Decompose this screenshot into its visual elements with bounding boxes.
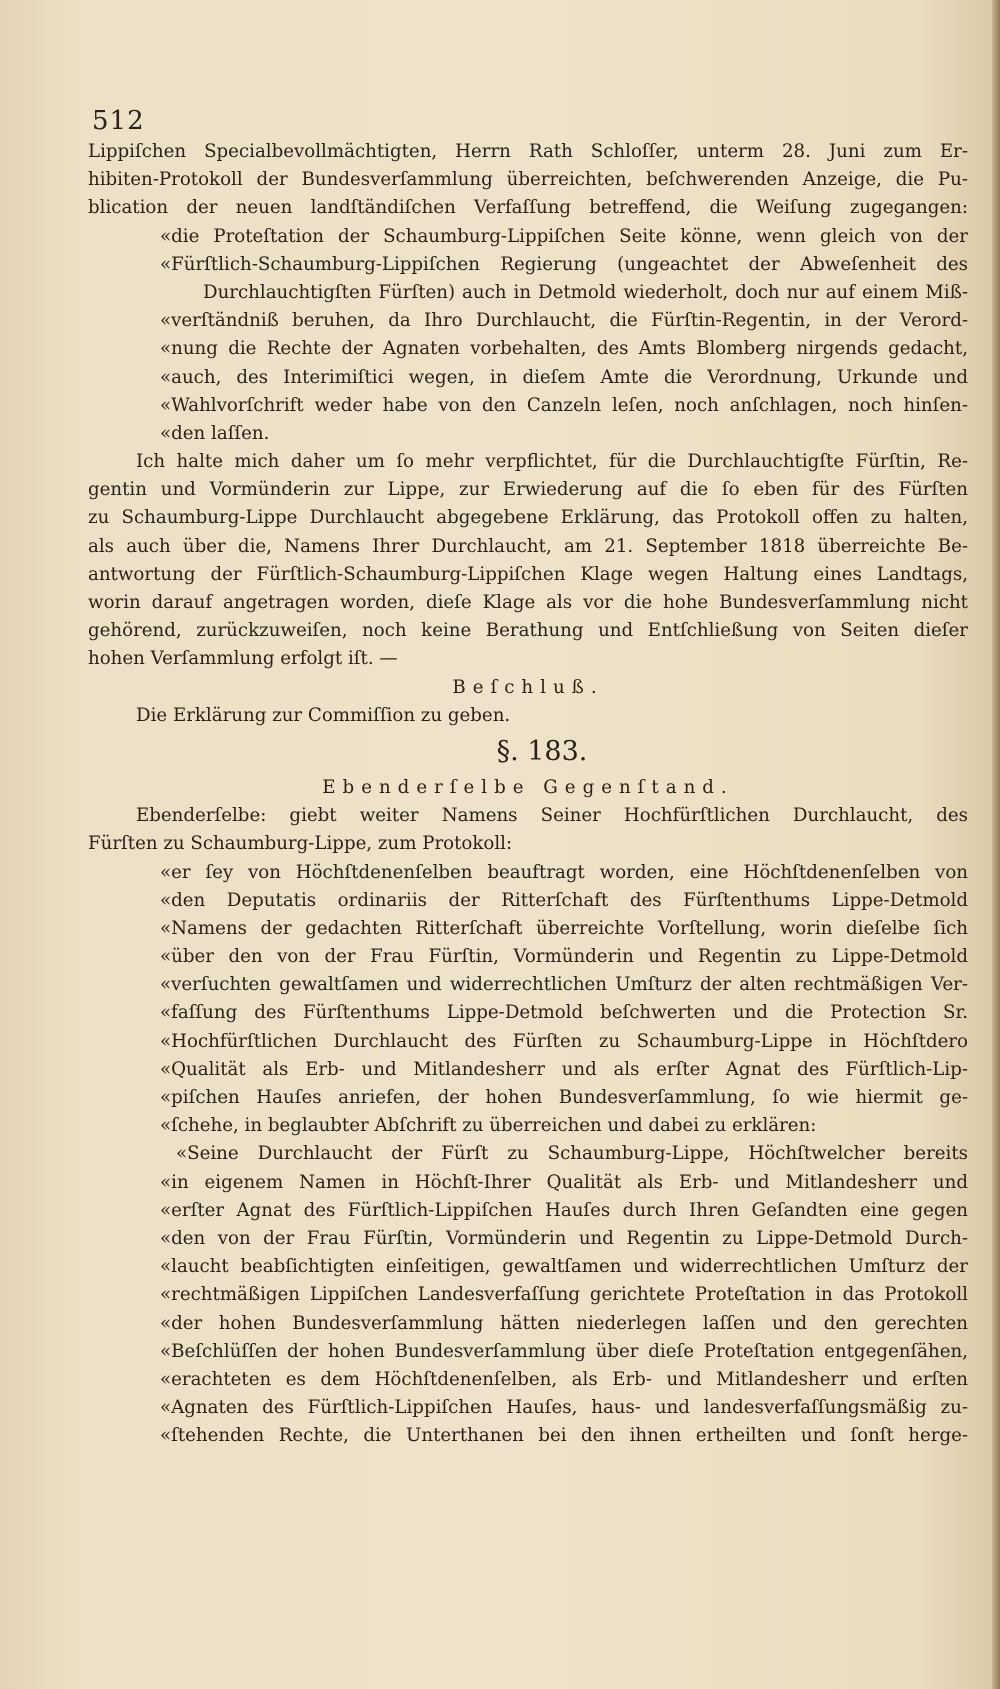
- text-line: «Agnaten des Fürſtlich-Lippiſchen Hauſes, haus- und landesverfaſſungsmäßig zu-: [160, 1397, 968, 1419]
- text-line: Ich halte mich daher um ſo mehr verpflichtet, für die Durchlauchtigſte Fürſtin, Re-: [136, 451, 968, 473]
- paragraph-bottom: [88, 802, 968, 1450]
- text-line: «verſuchten gewaltſamen und widerrechtlichen Umſturz der alten rechtmäßigen Ver-: [160, 974, 968, 996]
- text-line: «in eigenem Namen in Höchſt-Ihrer Qualität als Erb- und Mitlandesherr und: [160, 1171, 968, 1193]
- text-line: Ebenderſelbe: giebt weiter Namens Seiner Hochfürſtlichen Durchlaucht, des: [136, 805, 968, 827]
- text-line: «er ſey von Höchſtdenenſelben beauftragt worden, eine Höchſtdenenſelben von: [160, 861, 968, 883]
- text-line: «Wahlvorſchrift weder habe von den Canzeln leſen, noch anſchlagen, noch hinſen-: [160, 394, 968, 416]
- text-line: «Fürſtlich-Schaumburg-Lippiſchen Regierung (ungeachtet der Abweſenheit des: [160, 253, 968, 275]
- text-line: «ſchehe, in beglaubter Abſchrift zu überreichen und dabei zu erklären:: [160, 1115, 817, 1137]
- text-line: «laucht beabſichtigten einſeitigen, gewaltſamen und widerrechtlichen Umſturz der: [160, 1256, 968, 1278]
- text-line: hohen Verſammlung erfolgt iſt. —: [88, 648, 398, 670]
- text-line: «verſtändniß beruhen, da Ihro Durchlaucht, die Fürſtin-Regentin, in der Verord-: [160, 310, 968, 332]
- text-line: «auch, des Interimiſtici wegen, in dieſem Amte die Verordnung, Urkunde und: [160, 366, 968, 388]
- beschluss-text: Die Erklärung zur Commiſſion zu geben.: [136, 704, 511, 726]
- text-line: worin darauf angetragen worden, dieſe Klage als vor die hohe Bundesverſammlung nicht: [88, 592, 968, 613]
- text-line: «rechtmäßigen Lippiſchen Landesverfaſſung gerichtete Proteſtation in das Protokoll: [160, 1284, 968, 1306]
- text-line: antwortung der Fürſtlich-Schaumburg-Lippiſchen Klage wegen Haltung eines Landtags,: [88, 563, 968, 585]
- text-line: gentin und Vormünderin zur Lippe, zur Erwiederung auf die ſo eben für des Fürſten: [88, 479, 968, 501]
- text-line: gehörend, zurückzuweiſen, noch keine Berathung und Entſchließung von Seiten dieſer: [88, 620, 968, 642]
- text-line: «den Deputatis ordinariis der Ritterſchaft des Fürſtenthums Lippe-Detmold: [160, 889, 968, 911]
- text-line: «Beſchlüſſen der hohen Bundesverſammlung über dieſe Proteſtation entgegenſähen,: [160, 1340, 968, 1362]
- text-line: zu Schaumburg-Lippe Durchlaucht abgegebene Erklärung, das Protokoll offen zu halten,: [88, 507, 968, 529]
- text-line: blication der neuen landſtändiſchen Verfaſſung betreffend, die Weiſung zugegangen:: [88, 197, 968, 219]
- text-line: «nung die Rechte der Agnaten vorbehalten, des Amts Blomberg nirgends gedacht,: [160, 338, 968, 360]
- text-line: «der hohen Bundesverſammlung hätten niederlegen laſſen und den gerechten: [160, 1312, 968, 1334]
- text-line: «über den von der Frau Fürſtin, Vormünderin und Regentin zu Lippe-Detmold: [160, 946, 968, 968]
- text-line: hibiten-Protokoll der Bundesverſammlung überreichten, beſchwerenden Anzeige, die Pu-: [88, 169, 968, 191]
- section-title: Ebenderſelbe Gegenſtand.: [322, 776, 734, 798]
- text-line: Lippiſchen Specialbevollmächtigten, Herrn Rath Schloſſer, unterm 28. Juni zum Er-: [88, 141, 968, 162]
- text-line: «den laſſen.: [160, 422, 270, 444]
- text-line: «faſſung des Fürſtenthums Lippe-Detmold beſchwerten und die Protection Sr.: [160, 1002, 968, 1024]
- text-line: «Seine Durchlaucht der Fürſt zu Schaumburg-Lippe, Höchſtwelcher bereits: [176, 1143, 968, 1165]
- page-edge: [992, 0, 1000, 1689]
- text-line: «die Proteſtation der Schaumburg-Lippiſchen Seite könne, wenn gleich von der: [160, 225, 968, 247]
- text-line: «Qualität als Erb- und Mitlandesherr und als erſter Agnat des Fürſtlich-Lip-: [160, 1058, 968, 1080]
- text-line: «Namens der gedachten Ritterſchaft überreichte Vorſtellung, worin dieſelbe ſich: [160, 917, 968, 939]
- text-line: «ſtehenden Rechte, die Unterthanen bei den ihnen ertheilten und ſonſt herge-: [160, 1425, 968, 1447]
- text-line: «Hochfürſtlichen Durchlaucht des Fürſten zu Schaumburg-Lippe in Höchſtdero: [160, 1030, 968, 1052]
- section-number: §. 183.: [496, 735, 588, 767]
- text-line: Durchlauchtigſten Fürſten) auch in Detmold wiederholt, doch nur auf einem Miß-: [203, 281, 968, 303]
- beschluss-heading: Beſchluß.: [452, 676, 604, 698]
- text-line: «erſter Agnat des Fürſtlich-Lippiſchen Hauſes durch Ihren Geſandten eine gegen: [160, 1199, 968, 1221]
- page-number: 512: [92, 106, 145, 136]
- text-line: «erachteten es dem Höchſtdenenſelben, als Erb- und Mitlandesherr und erſten: [160, 1368, 968, 1390]
- text-line: «piſchen Hauſes anriefen, der hohen Bundesverſammlung, ſo wie hiermit ge-: [160, 1087, 968, 1108]
- text-line: Fürſten zu Schaumburg-Lippe, zum Protokoll:: [88, 833, 513, 855]
- text-line: «den von der Frau Fürſtin, Vormünderin und Regentin zu Lippe-Detmold Durch-: [160, 1227, 968, 1249]
- text-line: als auch über die, Namens Ihrer Durchlaucht, am 21. September 1818 überreichte Be-: [88, 535, 968, 557]
- body-text: [88, 138, 968, 1450]
- paragraph-top: [88, 138, 968, 674]
